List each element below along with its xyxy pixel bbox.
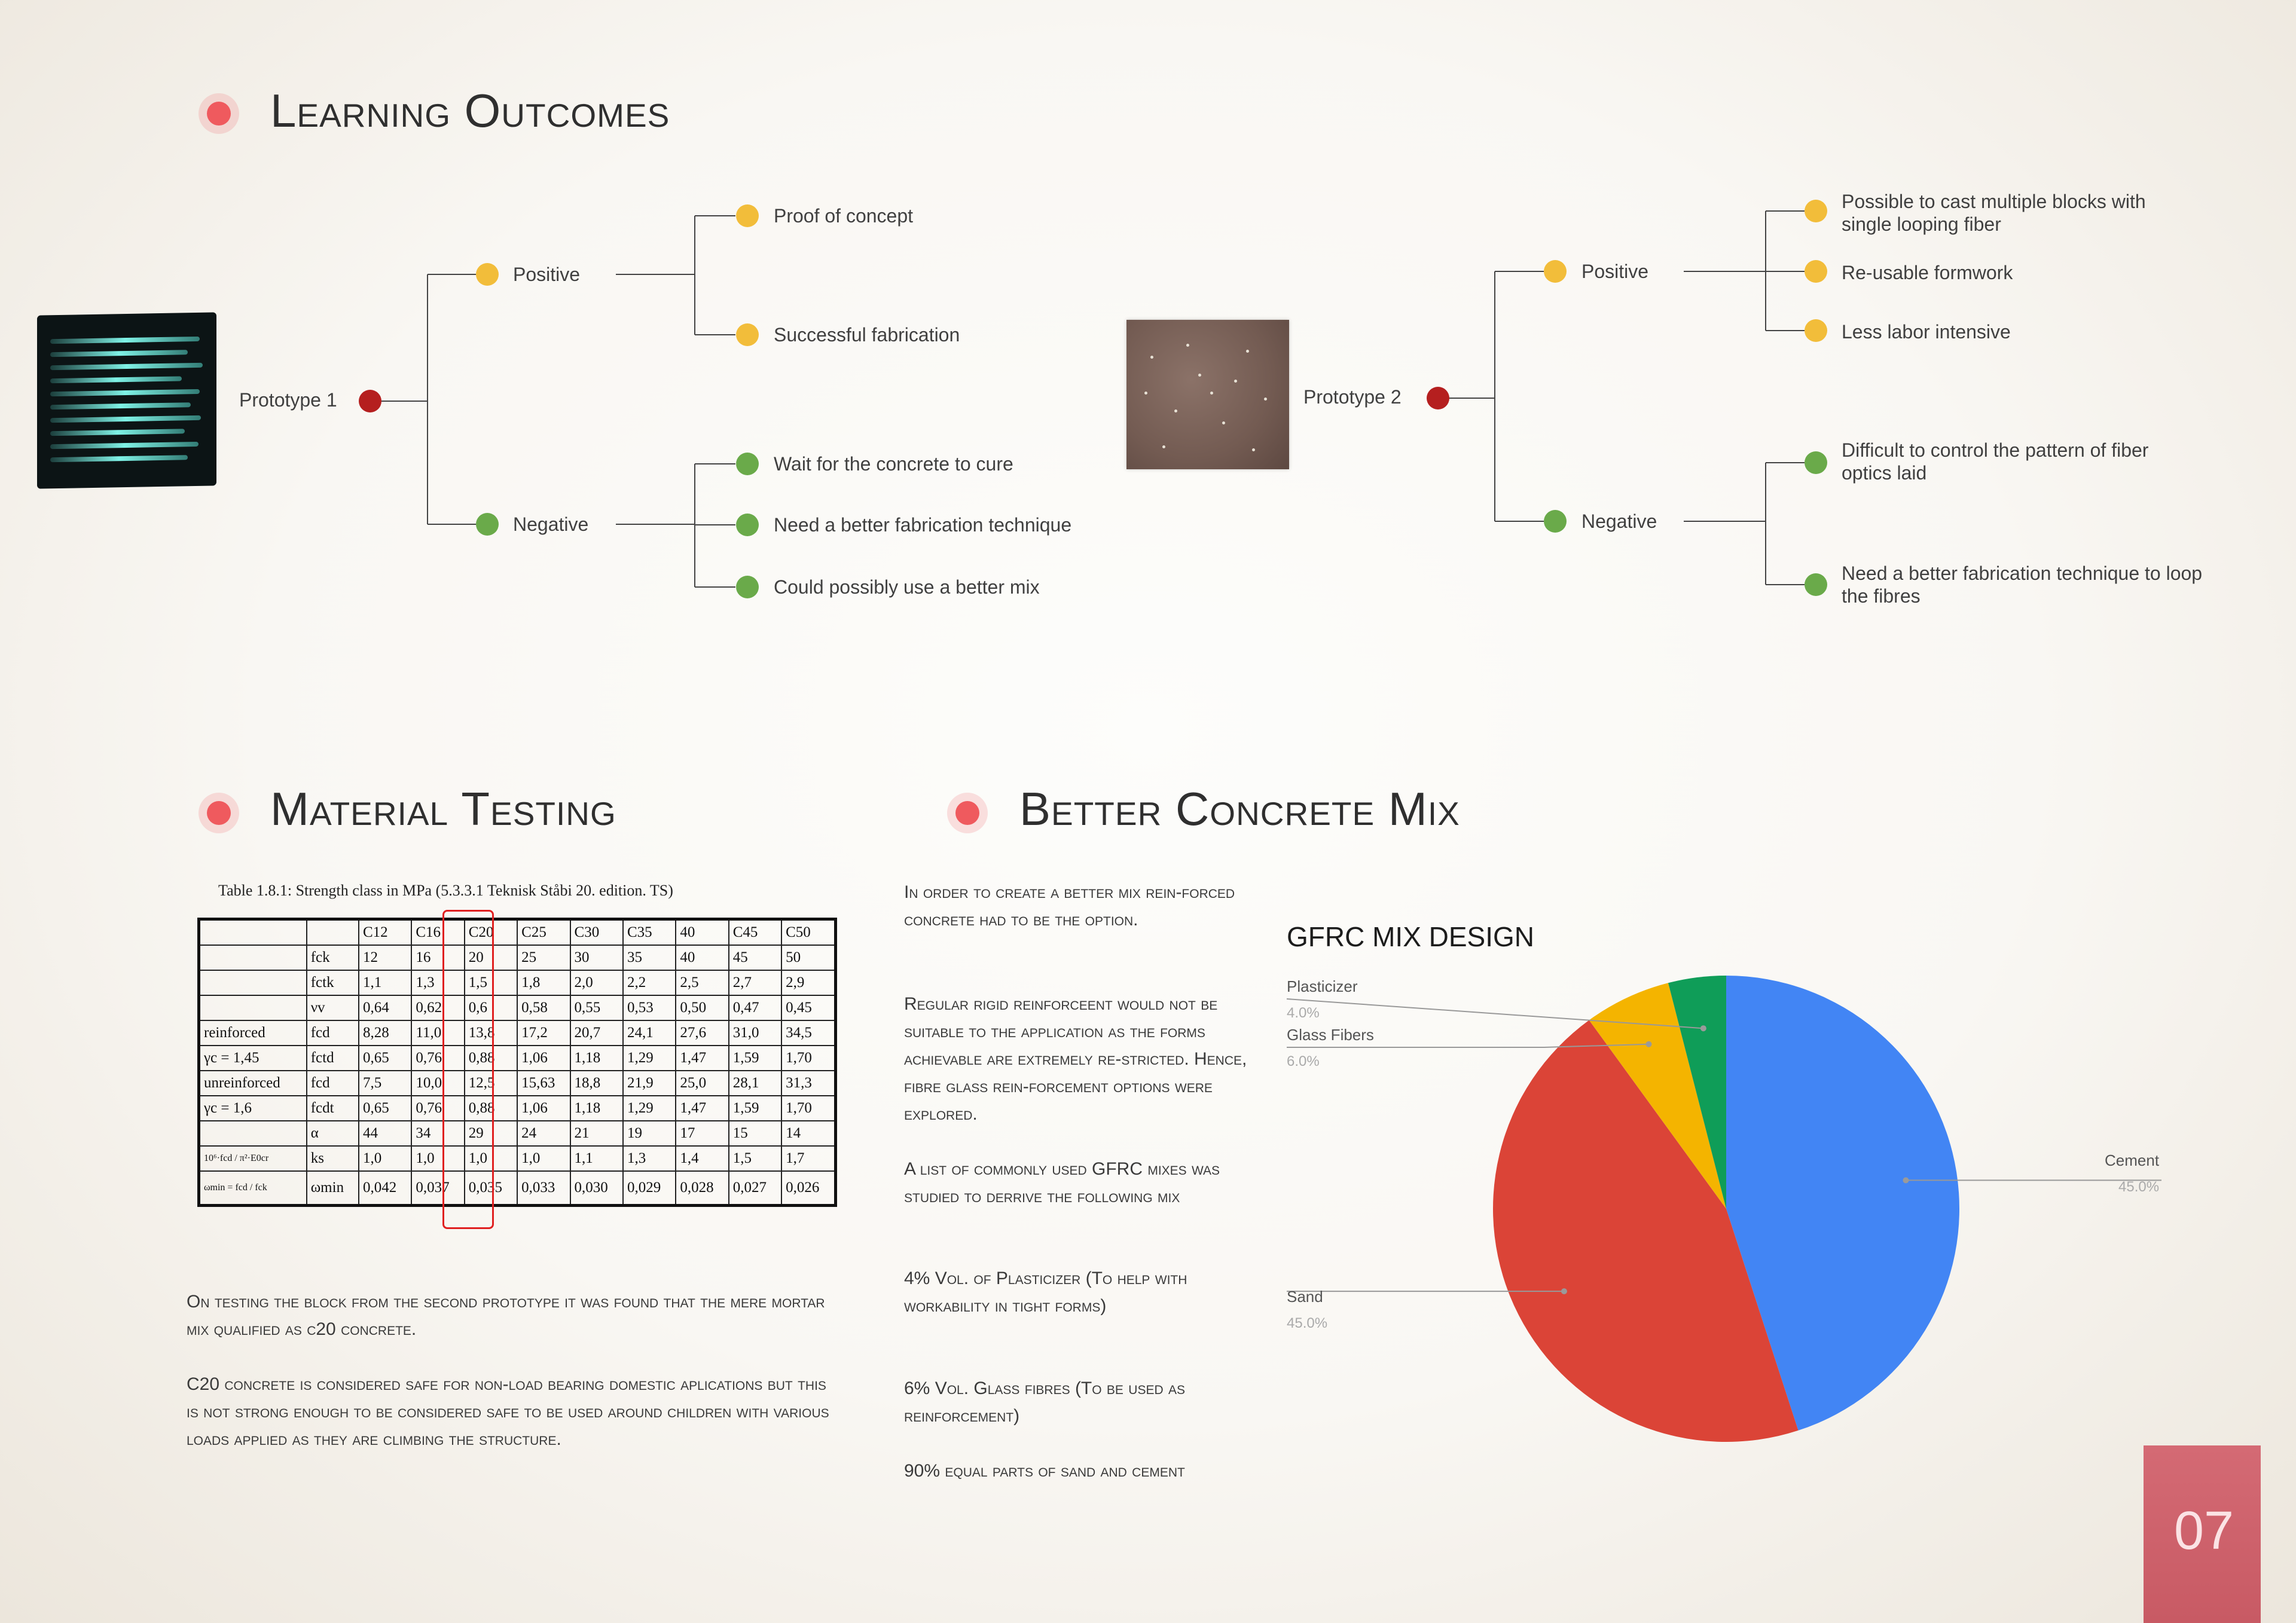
table-cell: C25 [517, 919, 570, 946]
table-cell: 0,035 [465, 1171, 517, 1206]
legend-label-plasticizer: Plasticizer [1287, 977, 1358, 995]
table-cell: 1,0 [411, 1146, 464, 1171]
material-paragraph-2: C20 concrete is considered safe for non-load bearing domestic aplications but this is not strong enough to be considered safe to be used around children with various loads applied as they are climbing the structure. [187, 1374, 829, 1449]
table-cell: 24,1 [623, 1020, 676, 1046]
table-cell: 45 [729, 945, 781, 970]
table-cell: 10⁶·fcd / π²·E0cr [199, 1146, 307, 1171]
table-cell: 0,76 [411, 1096, 464, 1121]
p2-positive-item-1: Possible to cast multiple blocks with single looping fiber [1842, 191, 2146, 235]
table-cell: 0,028 [676, 1171, 728, 1206]
table-cell: 1,3 [623, 1146, 676, 1171]
table-cell: νv [307, 995, 359, 1020]
table-cell: 0,64 [359, 995, 411, 1020]
p1-negative-item-2: Need a better fabrication technique [774, 514, 1072, 536]
table-cell: 21 [570, 1121, 623, 1146]
prototype-1-positive-label: Positive [513, 264, 581, 285]
table-cell: 29 [465, 1121, 517, 1146]
table-cell: 1,18 [570, 1046, 623, 1071]
mix-paragraph-1: In order to create a better mix rein-forced concrete had to be the option. [904, 882, 1235, 930]
table-cell: 34,5 [781, 1020, 835, 1046]
table-cell: 8,28 [359, 1020, 411, 1046]
table-cell: 1,8 [517, 970, 570, 995]
table-cell: 24 [517, 1121, 570, 1146]
table-cell: fctd [307, 1046, 359, 1071]
table-cell: 19 [623, 1121, 676, 1146]
pie-leader-dot [1561, 1288, 1567, 1294]
table-cell: 2,7 [729, 970, 781, 995]
table-cell: 12 [359, 945, 411, 970]
table-cell: fck [307, 945, 359, 970]
table-cell: 20 [465, 945, 517, 970]
table-cell: C16 [411, 919, 464, 946]
table-cell: 0,88 [465, 1046, 517, 1071]
table-cell: 13,8 [465, 1020, 517, 1046]
table-cell: C12 [359, 919, 411, 946]
legend-label-cement: Cement [2105, 1151, 2160, 1169]
table-cell: 2,5 [676, 970, 728, 995]
table-cell: 1,06 [517, 1096, 570, 1121]
table-cell: 14 [781, 1121, 835, 1146]
prototype-1-negative-label: Negative [513, 514, 589, 535]
p1-negative-item-3: Could possibly use a better mix [774, 576, 1040, 598]
pie-leader-dot [1700, 1025, 1706, 1031]
chart-title: GFRC MIX DESIGN [1287, 921, 1535, 952]
p2-negative-item-1: Difficult to control the pattern of fiber optics laid [1842, 439, 2149, 484]
section-title-learning-outcomes: Learning Outcomes [270, 84, 670, 137]
table-cell: 0,53 [623, 995, 676, 1020]
table-cell: fcd [307, 1020, 359, 1046]
table-cell: 1,5 [729, 1146, 781, 1171]
table-cell: 1,0 [465, 1146, 517, 1171]
legend-pct-cement: 45.0% [2118, 1179, 2160, 1195]
table-cell: 1,0 [517, 1146, 570, 1171]
table-cell: 11,0 [411, 1020, 464, 1046]
table-cell: 17,2 [517, 1020, 570, 1046]
table-cell: 0,47 [729, 995, 781, 1020]
table-cell: 1,29 [623, 1096, 676, 1121]
table-cell: C45 [729, 919, 781, 946]
table-cell: 16 [411, 945, 464, 970]
table-cell: 12,5 [465, 1071, 517, 1096]
table-cell: 34 [411, 1121, 464, 1146]
table-cell: 44 [359, 1121, 411, 1146]
table-cell: 0,76 [411, 1046, 464, 1071]
table-cell: α [307, 1121, 359, 1146]
prototype-2-positive-label: Positive [1581, 261, 1649, 282]
table-cell: 0,029 [623, 1171, 676, 1206]
table-cell: 10,0 [411, 1071, 464, 1096]
table-cell: 0,88 [465, 1096, 517, 1121]
p1-positive-item-1: Proof of concept [774, 205, 914, 227]
legend-pct-plasticizer: 4.0% [1287, 1005, 1320, 1021]
table-cell: unreinforced [199, 1071, 307, 1096]
table-cell: 2,2 [623, 970, 676, 995]
table-cell: 0,55 [570, 995, 623, 1020]
table-cell: 1,06 [517, 1046, 570, 1071]
p1-positive-item-2: Successful fabrication [774, 324, 960, 346]
legend-pct-glass-fibers: 6.0% [1287, 1053, 1320, 1069]
table-cell: ωmin = fcd / fck [199, 1171, 307, 1206]
table-cell: ωmin [307, 1171, 359, 1206]
table-cell: 1,1 [570, 1146, 623, 1171]
legend-label-sand: Sand [1287, 1288, 1323, 1306]
table-cell: C30 [570, 919, 623, 946]
table-caption: Table 1.8.1: Strength class in MPa (5.3.3.1 Teknisk Ståbi 20. edition. TS) [218, 882, 673, 899]
table-cell: 1,59 [729, 1096, 781, 1121]
prototype-1-label: Prototype 1 [239, 389, 337, 411]
table-cell: 35 [623, 945, 676, 970]
table-cell: 50 [781, 945, 835, 970]
table-cell: 1,70 [781, 1046, 835, 1071]
table-cell: 30 [570, 945, 623, 970]
prototype-2-label: Prototype 2 [1303, 386, 1402, 408]
table-cell: 18,8 [570, 1071, 623, 1096]
table-cell: 1,59 [729, 1046, 781, 1071]
table-cell: 21,9 [623, 1071, 676, 1096]
table-cell: 25,0 [676, 1071, 728, 1096]
table-cell: 1,5 [465, 970, 517, 995]
table-cell: γc = 1,45 [199, 1046, 307, 1071]
mix-paragraph-4: 4% Vol. of Plasticizer (To help with workability in tight forms) [904, 1269, 1187, 1316]
table-cell: 31,0 [729, 1020, 781, 1046]
table-cell: reinforced [199, 1020, 307, 1046]
table-cell: 0,033 [517, 1171, 570, 1206]
legend-pct-sand: 45.0% [1287, 1315, 1328, 1331]
table-cell: 0,6 [465, 995, 517, 1020]
p2-negative-item-2: Need a better fabrication technique to loop the fibres [1842, 563, 2203, 607]
table-cell: 7,5 [359, 1071, 411, 1096]
table-cell: 1,47 [676, 1046, 728, 1071]
mix-paragraph-3: A list of commonly used GFRC mixes was studied to derrive the following mix [904, 1159, 1220, 1206]
pie-leader-dot [1645, 1041, 1651, 1047]
table-cell: 15 [729, 1121, 781, 1146]
table-cell: 31,3 [781, 1071, 835, 1096]
table-cell: 0,026 [781, 1171, 835, 1206]
table-cell: 0,45 [781, 995, 835, 1020]
table-cell: 28,1 [729, 1071, 781, 1096]
p1-negative-item-1: Wait for the concrete to cure [774, 453, 1013, 475]
table-cell: 0,62 [411, 995, 464, 1020]
mix-paragraph-6: 90% equal parts of sand and cement [904, 1461, 1185, 1481]
section-title-material-testing: Material Testing [270, 783, 616, 835]
table-cell: 0,030 [570, 1171, 623, 1206]
table-cell: 2,9 [781, 970, 835, 995]
table-cell: 25 [517, 945, 570, 970]
legend-label-glass-fibers: Glass Fibers [1287, 1026, 1374, 1044]
table-cell: 0,50 [676, 995, 728, 1020]
table-cell: 15,63 [517, 1071, 570, 1096]
table-cell: 1,70 [781, 1096, 835, 1121]
table-cell: C20 [465, 919, 517, 946]
table-cell: fctk [307, 970, 359, 995]
table-cell: fcd [307, 1071, 359, 1096]
p2-positive-item-3: Less labor intensive [1842, 321, 2011, 343]
table-cell: C35 [623, 919, 676, 946]
pie-leader-dot [1903, 1177, 1909, 1183]
table-cell: γc = 1,6 [199, 1096, 307, 1121]
prototype-2-negative-label: Negative [1581, 511, 1657, 532]
page-number: 07 [2174, 1501, 2234, 1561]
table-cell: 1,7 [781, 1146, 835, 1171]
table-cell: 0,58 [517, 995, 570, 1020]
table-cell: fcdt [307, 1096, 359, 1121]
table-cell: 0,65 [359, 1046, 411, 1071]
table-cell: 27,6 [676, 1020, 728, 1046]
table-cell: ks [307, 1146, 359, 1171]
table-cell: 0,042 [359, 1171, 411, 1206]
table-cell: 17 [676, 1121, 728, 1146]
p2-positive-item-2: Re-usable formwork [1842, 262, 2013, 283]
table-cell: 1,1 [359, 970, 411, 995]
table-cell: 1,18 [570, 1096, 623, 1121]
table-cell: 0,037 [411, 1171, 464, 1206]
table-cell: 1,47 [676, 1096, 728, 1121]
table-cell: 1,0 [359, 1146, 411, 1171]
table-cell: 1,4 [676, 1146, 728, 1171]
table-cell: 1,29 [623, 1046, 676, 1071]
table-cell: 40 [676, 919, 728, 946]
table-cell: 2,0 [570, 970, 623, 995]
table-cell: 1,3 [411, 970, 464, 995]
table-cell: 20,7 [570, 1020, 623, 1046]
table-cell: 0,027 [729, 1171, 781, 1206]
section-title-better-concrete-mix: Better Concrete Mix [1019, 783, 1460, 835]
table-cell: 40 [676, 945, 728, 970]
table-cell: 0,65 [359, 1096, 411, 1121]
table-cell: C50 [781, 919, 835, 946]
mix-paragraph-2: Regular rigid reinforceent would not be suitable to the application as the forms achievable are extremely re-stricted. Hence, fibre glass rein-forcement options were explored. [904, 994, 1247, 1124]
material-paragraph-1: On testing the block from the second prototype it was found that the mere mortar mix qualified as c20 concrete. [187, 1292, 825, 1339]
mix-paragraph-5: 6% Vol. Glass fibres (To be used as reinforcement) [904, 1379, 1185, 1426]
